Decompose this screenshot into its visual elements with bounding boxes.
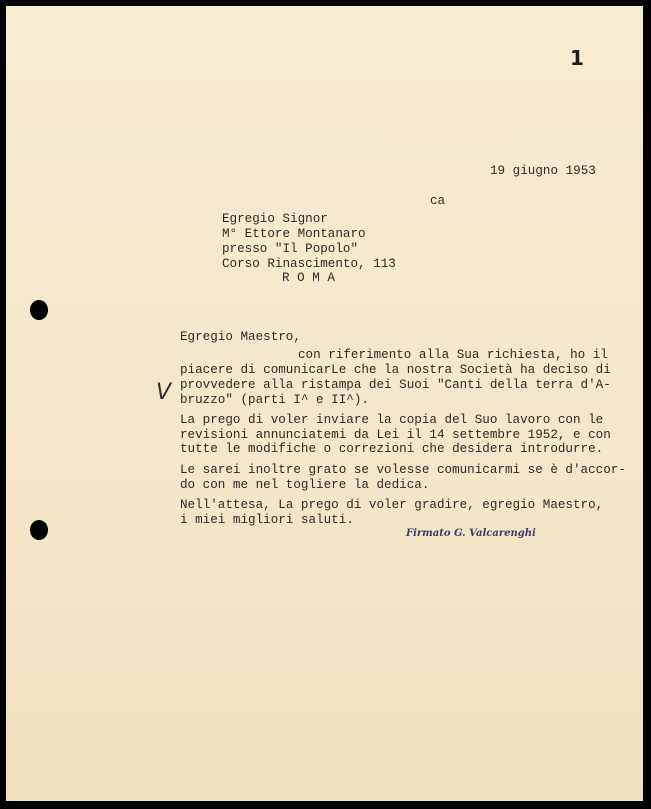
- reference-initials: ca: [430, 194, 446, 208]
- body-line: do con me nel togliere la dedica.: [180, 478, 430, 492]
- page-number-mark: 1: [570, 46, 584, 70]
- punch-hole-top: [30, 300, 48, 320]
- body-line: Nell'attesa, La prego di voler gradire, egregio Maestro,: [180, 498, 604, 512]
- body-line: i miei migliori saluti.: [180, 513, 354, 527]
- address-line: Corso Rinascimento, 113: [222, 257, 396, 271]
- address-line: M° Ettore Montanaro: [222, 227, 366, 241]
- body-line: piacere di comunicarLe che la nostra Società ha deciso di: [180, 363, 611, 377]
- body-line: La prego di voler inviare la copia del Suo lavoro con le: [180, 413, 604, 427]
- signature-stamp: Firmato G. Valcarenghi: [406, 528, 536, 539]
- margin-check-mark: V: [156, 380, 172, 405]
- body-line: tutte le modifiche o correzioni che desidera introdurre.: [180, 442, 604, 456]
- address-line: Egregio Signor: [222, 212, 328, 226]
- body-line: bruzzo" (parti I^ e II^).: [180, 393, 369, 407]
- letter-page: [6, 6, 643, 801]
- address-city: R O M A: [282, 271, 335, 285]
- salutation: Egregio Maestro,: [180, 330, 301, 344]
- body-line: provvedere alla ristampa dei Suoi "Canti della terra d'A-: [180, 378, 611, 392]
- punch-hole-bottom: [30, 520, 48, 540]
- body-line: Le sarei inoltre grato se volesse comunicarmi se è d'accor-: [180, 463, 626, 477]
- body-line: revisioni annunciatemi da Lei il 14 settembre 1952, e con: [180, 428, 611, 442]
- address-line: presso "Il Popolo": [222, 242, 359, 256]
- body-line: con riferimento alla Sua richiesta, ho il: [298, 348, 608, 362]
- letter-date: 19 giugno 1953: [490, 164, 596, 178]
